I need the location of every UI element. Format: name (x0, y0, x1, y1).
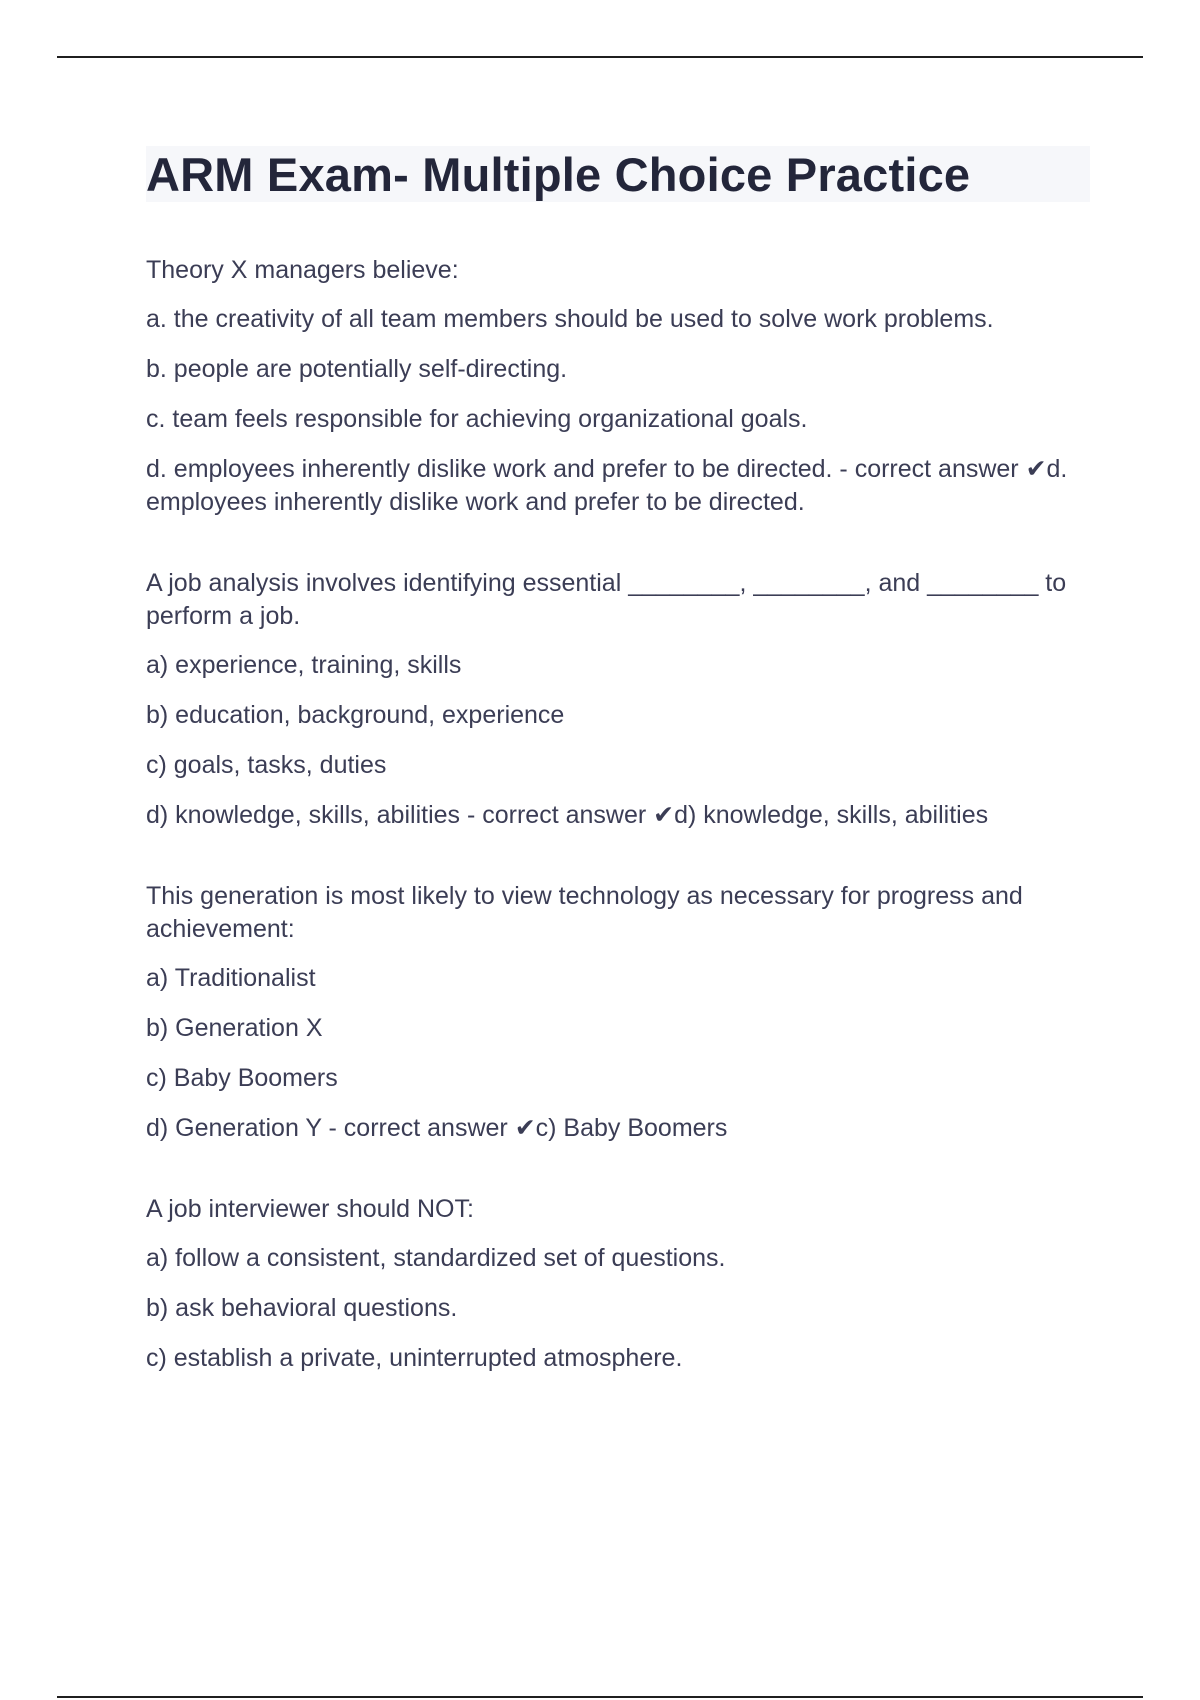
page-title: ARM Exam- Multiple Choice Practice (146, 147, 971, 201)
answer-option-correct: d) Generation Y - correct answer ✔c) Baby Boomers (146, 1114, 728, 1142)
question-1 (146, 254, 1090, 519)
answer-option: a) follow a consistent, standardized set of questions. (146, 1244, 726, 1272)
answer-option: b) Generation X (146, 1014, 323, 1042)
question-4 (146, 1193, 1090, 1375)
title-banner (146, 146, 1090, 202)
answer-option: c) Baby Boomers (146, 1064, 338, 1092)
question-prompt: This generation is most likely to view technology as necessary for progress and achievement: (146, 882, 1023, 943)
answer-option: a. the creativity of all team members should be used to solve work problems. (146, 305, 994, 333)
question-3 (146, 880, 1090, 1145)
answer-option: b. people are potentially self-directing. (146, 355, 568, 383)
answer-option: a) experience, training, skills (146, 651, 462, 679)
answer-option-correct: d. employees inherently dislike work and prefer to be directed. - correct answer ✔d. employees inherently dislike work and prefer to be directed. (146, 455, 1068, 516)
answer-option: b) education, background, experience (146, 701, 565, 729)
answer-option: c) establish a private, uninterrupted atmosphere. (146, 1344, 683, 1372)
answer-option: c. team feels responsible for achieving organizational goals. (146, 405, 808, 433)
top-rule (57, 56, 1143, 58)
answer-option-correct: d) knowledge, skills, abilities - correct answer ✔d) knowledge, skills, abilities (146, 801, 989, 829)
question-prompt: Theory X managers believe: (146, 256, 459, 284)
bottom-rule (57, 1696, 1143, 1698)
document-body (146, 146, 1090, 1423)
question-2 (146, 567, 1090, 832)
answer-option: b) ask behavioral questions. (146, 1294, 458, 1322)
question-prompt: A job interviewer should NOT: (146, 1195, 474, 1223)
answer-option: c) goals, tasks, duties (146, 751, 387, 779)
answer-option: a) Traditionalist (146, 964, 316, 992)
question-prompt: A job analysis involves identifying essential ________, ________, and ________ to perform a job. (146, 569, 1067, 630)
